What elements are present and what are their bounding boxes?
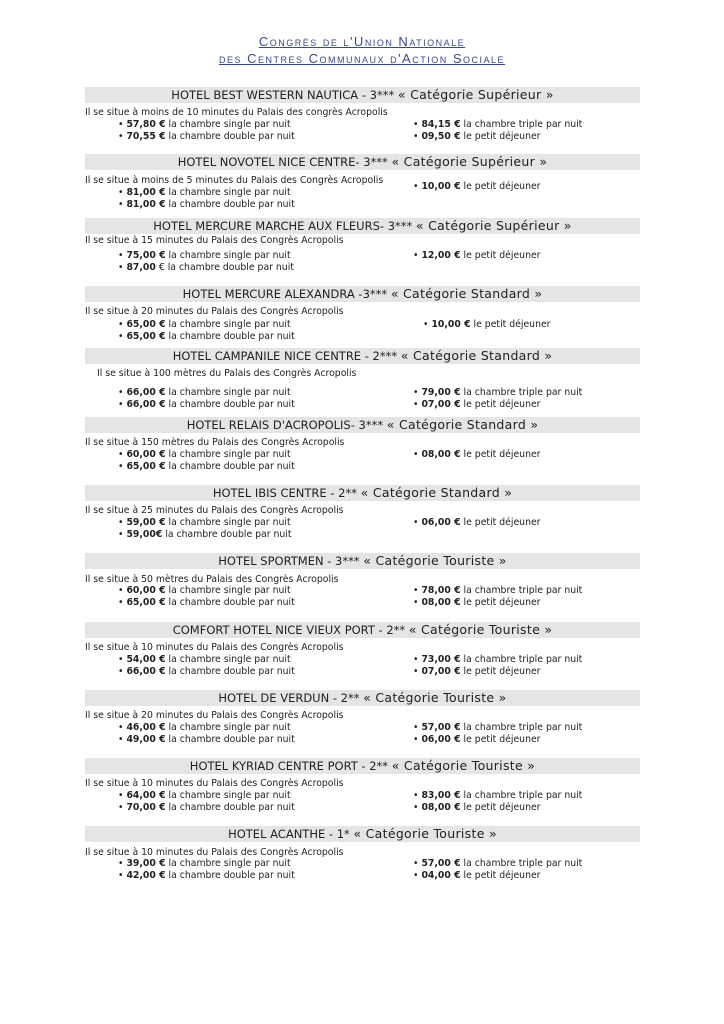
- hotel-name: HOTEL MERCURE ALEXANDRA -3***: [182, 287, 388, 301]
- price-item: • 70,00 € la chambre double par nuit: [118, 802, 295, 813]
- hotel-category: « Catégorie Touriste »: [363, 553, 507, 568]
- hotel-name: HOTEL KYRIAD CENTRE PORT - 2**: [189, 759, 389, 773]
- price-description: le petit déjeuner: [473, 319, 551, 330]
- price-description: la chambre single par nuit: [168, 387, 291, 398]
- hotel-name: HOTEL CAMPANILE NICE CENTRE - 2***: [172, 349, 398, 363]
- hotel-category: « Catégorie Touriste »: [391, 758, 536, 773]
- price-description: la chambre double par nuit: [168, 870, 295, 881]
- hotel-category: « Catégorie Standard »: [400, 348, 553, 363]
- price-item: • 10,00 € le petit déjeuner: [423, 319, 551, 330]
- hotel-name: HOTEL IBIS CENTRE - 2**: [212, 486, 357, 500]
- price-value: 54,00 €: [126, 654, 166, 665]
- price-description: la chambre single par nuit: [168, 187, 291, 198]
- price-description: le petit déjeuner: [463, 734, 541, 745]
- price-description: la chambre triple par nuit: [463, 387, 583, 398]
- price-item: • 78,00 € la chambre triple par nuit: [413, 585, 583, 596]
- price-item: • 70,55 € la chambre double par nuit: [118, 131, 295, 142]
- price-item: • 81,00 € la chambre double par nuit: [118, 199, 295, 210]
- hotel-name: HOTEL SPORTMEN - 3***: [218, 554, 360, 568]
- hotel-header: [85, 417, 640, 433]
- price-item: • 57,00 € la chambre triple par nuit: [413, 722, 583, 733]
- price-description: la chambre single par nuit: [168, 517, 291, 528]
- hotel-location: Il se situe à 10 minutes du Palais des Congrès Acropolis: [85, 847, 344, 858]
- price-value: 08,00 €: [421, 802, 461, 813]
- hotel-name: HOTEL NOVOTEL NICE CENTRE- 3***: [177, 155, 388, 169]
- hotel-location: Il se situe à 150 mètres du Palais des Congrès Acropolis: [85, 437, 345, 448]
- price-item: • 57,00 € la chambre triple par nuit: [413, 858, 583, 869]
- price-value: 10,00 €: [431, 319, 471, 330]
- price-description: la chambre single par nuit: [168, 319, 291, 330]
- price-description: le petit déjeuner: [463, 250, 541, 261]
- price-description: la chambre single par nuit: [168, 654, 291, 665]
- price-description: la chambre double par nuit: [168, 597, 295, 608]
- price-value: 66,00 €: [126, 387, 166, 398]
- price-item: • 10,00 € le petit déjeuner: [413, 181, 541, 192]
- price-value: 60,00 €: [126, 585, 166, 596]
- hotel-name: HOTEL MERCURE MARCHE AUX FLEURS- 3***: [153, 219, 413, 233]
- price-value: 81,00 €: [126, 199, 166, 210]
- price-item: • 08,00 € le petit déjeuner: [413, 802, 541, 813]
- price-value: 65,00 €: [126, 319, 166, 330]
- hotel-category: « Catégorie Touriste »: [408, 622, 553, 637]
- price-description: la chambre triple par nuit: [463, 790, 583, 801]
- hotel-header: [85, 218, 640, 234]
- price-value: 65,00 €: [126, 461, 166, 472]
- price-description: la chambre triple par nuit: [463, 722, 583, 733]
- price-value: 08,00 €: [421, 449, 461, 460]
- price-item: • 49,00 € la chambre double par nuit: [118, 734, 295, 745]
- price-value: 39,00 €: [126, 858, 166, 869]
- price-description: la chambre triple par nuit: [463, 119, 583, 130]
- price-description: le petit déjeuner: [463, 181, 541, 192]
- price-value: 64,00 €: [126, 790, 166, 801]
- price-value: 07,00 €: [421, 666, 461, 677]
- price-item: • 59,00 € la chambre single par nuit: [118, 517, 291, 528]
- price-value: 81,00 €: [126, 187, 166, 198]
- price-description: € la chambre double par nuit: [158, 262, 294, 273]
- hotel-header: [85, 348, 640, 364]
- price-item: • 59,00€ la chambre double par nuit: [118, 529, 292, 540]
- price-description: le petit déjeuner: [463, 802, 541, 813]
- price-description: le petit déjeuner: [463, 870, 541, 881]
- price-value: 10,00 €: [421, 181, 461, 192]
- price-value: 87,00: [126, 262, 156, 273]
- price-item: • 07,00 € le petit déjeuner: [413, 399, 541, 410]
- price-description: la chambre double par nuit: [165, 529, 292, 540]
- hotel-category: « Catégorie Touriste »: [353, 826, 497, 841]
- hotel-header: [85, 154, 640, 170]
- hotel-header: [85, 553, 640, 569]
- price-value: 84,15 €: [421, 119, 461, 130]
- price-description: la chambre double par nuit: [168, 131, 295, 142]
- hotel-location: Il se situe à 20 minutes du Palais des Congrès Acropolis: [85, 306, 344, 317]
- price-item: • 08,00 € le petit déjeuner: [413, 449, 541, 460]
- price-value: 04,00 €: [421, 870, 461, 881]
- hotel-name: COMFORT HOTEL NICE VIEUX PORT - 2**: [172, 623, 406, 637]
- hotel-category: « Catégorie Touriste »: [363, 690, 507, 705]
- price-item: • 75,00 € la chambre single par nuit: [118, 250, 291, 261]
- price-item: • 65,00 € la chambre double par nuit: [118, 461, 295, 472]
- price-description: la chambre single par nuit: [168, 858, 291, 869]
- hotel-header: [85, 485, 640, 501]
- hotel-category: « Catégorie Supérieur »: [397, 87, 554, 102]
- price-item: • 73,00 € la chambre triple par nuit: [413, 654, 583, 665]
- price-value: 66,00 €: [126, 399, 166, 410]
- price-item: • 66,00 € la chambre double par nuit: [118, 399, 295, 410]
- price-description: la chambre single par nuit: [168, 722, 291, 733]
- price-item: • 06,00 € le petit déjeuner: [413, 734, 541, 745]
- price-value: 70,00 €: [126, 802, 166, 813]
- document-title-line-1: Congrès de l'Union Nationale: [258, 34, 466, 49]
- hotel-header: [85, 286, 640, 302]
- hotel-location: Il se situe à 10 minutes du Palais des Congrès Acropolis: [85, 642, 344, 653]
- price-value: 08,00 €: [421, 597, 461, 608]
- price-description: la chambre single par nuit: [168, 449, 291, 460]
- price-item: • 04,00 € le petit déjeuner: [413, 870, 541, 881]
- hotel-location: Il se situe à 25 minutes du Palais des Congrès Acropolis: [85, 505, 344, 516]
- hotel-location: Il se situe à 100 mètres du Palais des Congrès Acropolis: [97, 368, 357, 379]
- price-item: • 83,00 € la chambre triple par nuit: [413, 790, 583, 801]
- price-item: • 87,00 € la chambre double par nuit: [118, 262, 294, 273]
- price-item: • 84,15 € la chambre triple par nuit: [413, 119, 583, 130]
- hotel-location: Il se situe à 50 mètres du Palais des Congrès Acropolis: [85, 574, 339, 585]
- price-item: • 81,00 € la chambre single par nuit: [118, 187, 291, 198]
- price-description: la chambre triple par nuit: [463, 654, 583, 665]
- price-item: • 79,00 € la chambre triple par nuit: [413, 387, 583, 398]
- price-item: • 60,00 € la chambre single par nuit: [118, 585, 291, 596]
- price-item: • 42,00 € la chambre double par nuit: [118, 870, 295, 881]
- price-description: la chambre double par nuit: [168, 734, 295, 745]
- price-value: 09,50 €: [421, 131, 461, 142]
- hotel-location: Il se situe à 15 minutes du Palais des Congrès Acropolis: [85, 235, 344, 246]
- price-value: 70,55 €: [126, 131, 166, 142]
- price-value: 06,00 €: [421, 517, 461, 528]
- hotel-location: Il se situe à 10 minutes du Palais des Congrès Acropolis: [85, 778, 344, 789]
- price-item: • 65,00 € la chambre double par nuit: [118, 597, 295, 608]
- price-item: • 09,50 € le petit déjeuner: [413, 131, 541, 142]
- price-item: • 06,00 € le petit déjeuner: [413, 517, 541, 528]
- price-description: le petit déjeuner: [463, 399, 541, 410]
- price-description: la chambre double par nuit: [168, 666, 295, 677]
- price-description: la chambre single par nuit: [168, 585, 291, 596]
- price-description: la chambre double par nuit: [168, 199, 295, 210]
- price-item: • 57,80 € la chambre single par nuit: [118, 119, 291, 130]
- price-value: 59,00€: [126, 529, 163, 540]
- price-description: la chambre double par nuit: [168, 399, 295, 410]
- hotel-category: « Catégorie Standard »: [360, 485, 513, 500]
- price-item: • 54,00 € la chambre single par nuit: [118, 654, 291, 665]
- price-value: 07,00 €: [421, 399, 461, 410]
- price-item: • 65,00 € la chambre double par nuit: [118, 331, 295, 342]
- hotel-location: Il se situe à 20 minutes du Palais des Congrès Acropolis: [85, 710, 344, 721]
- hotel-location: Il se situe à moins de 5 minutes du Palais des Congrès Acropolis: [85, 175, 384, 186]
- hotel-name: HOTEL RELAIS D'ACROPOLIS- 3***: [186, 418, 384, 432]
- price-description: la chambre triple par nuit: [463, 858, 583, 869]
- hotel-location: Il se situe à moins de 10 minutes du Palais des congrès Acropolis: [85, 107, 388, 118]
- price-description: la chambre triple par nuit: [463, 585, 583, 596]
- price-value: 46,00 €: [126, 722, 166, 733]
- price-description: la chambre double par nuit: [168, 461, 295, 472]
- price-value: 65,00 €: [126, 331, 166, 342]
- price-description: la chambre single par nuit: [168, 790, 291, 801]
- hotel-name: HOTEL DE VERDUN - 2**: [218, 691, 360, 705]
- price-value: 49,00 €: [126, 734, 166, 745]
- hotel-category: « Catégorie Standard »: [386, 417, 539, 432]
- price-item: • 64,00 € la chambre single par nuit: [118, 790, 291, 801]
- price-value: 83,00 €: [421, 790, 461, 801]
- price-item: • 39,00 € la chambre single par nuit: [118, 858, 291, 869]
- hotel-header: [85, 622, 640, 638]
- price-description: la chambre double par nuit: [168, 802, 295, 813]
- hotel-header: [85, 690, 640, 706]
- hotel-header: [85, 758, 640, 774]
- price-description: le petit déjeuner: [463, 666, 541, 677]
- price-value: 78,00 €: [421, 585, 461, 596]
- hotel-category: « Catégorie Supérieur »: [391, 154, 548, 169]
- price-value: 57,00 €: [421, 858, 461, 869]
- price-description: le petit déjeuner: [463, 597, 541, 608]
- price-item: • 08,00 € le petit déjeuner: [413, 597, 541, 608]
- price-value: 79,00 €: [421, 387, 461, 398]
- hotel-name: HOTEL BEST WESTERN NAUTICA - 3***: [171, 88, 395, 102]
- price-description: la chambre single par nuit: [168, 119, 291, 130]
- hotel-category: « Catégorie Standard »: [390, 286, 543, 301]
- price-description: la chambre single par nuit: [168, 250, 291, 261]
- price-value: 12,00 €: [421, 250, 461, 261]
- price-value: 06,00 €: [421, 734, 461, 745]
- price-value: 73,00 €: [421, 654, 461, 665]
- price-value: 57,00 €: [421, 722, 461, 733]
- price-item: • 65,00 € la chambre single par nuit: [118, 319, 291, 330]
- price-description: le petit déjeuner: [463, 449, 541, 460]
- price-value: 66,00 €: [126, 666, 166, 677]
- hotel-header: [85, 826, 640, 842]
- price-value: 59,00 €: [126, 517, 166, 528]
- price-value: 60,00 €: [126, 449, 166, 460]
- price-description: le petit déjeuner: [463, 131, 541, 142]
- price-value: 42,00 €: [126, 870, 166, 881]
- hotel-category: « Catégorie Supérieur »: [415, 218, 572, 233]
- document-title-line-2: des Centres Communaux d'Action Sociale: [218, 51, 506, 66]
- price-description: la chambre double par nuit: [168, 331, 295, 342]
- price-value: 65,00 €: [126, 597, 166, 608]
- price-item: • 66,00 € la chambre double par nuit: [118, 666, 295, 677]
- price-description: le petit déjeuner: [463, 517, 541, 528]
- hotel-name: HOTEL ACANTHE - 1*: [228, 827, 350, 841]
- price-item: • 12,00 € le petit déjeuner: [413, 250, 541, 261]
- price-item: • 07,00 € le petit déjeuner: [413, 666, 541, 677]
- price-value: 57,80 €: [126, 119, 166, 130]
- hotel-header: [85, 87, 640, 103]
- price-item: • 46,00 € la chambre single par nuit: [118, 722, 291, 733]
- price-item: • 60,00 € la chambre single par nuit: [118, 449, 291, 460]
- price-value: 75,00 €: [126, 250, 166, 261]
- price-item: • 66,00 € la chambre single par nuit: [118, 387, 291, 398]
